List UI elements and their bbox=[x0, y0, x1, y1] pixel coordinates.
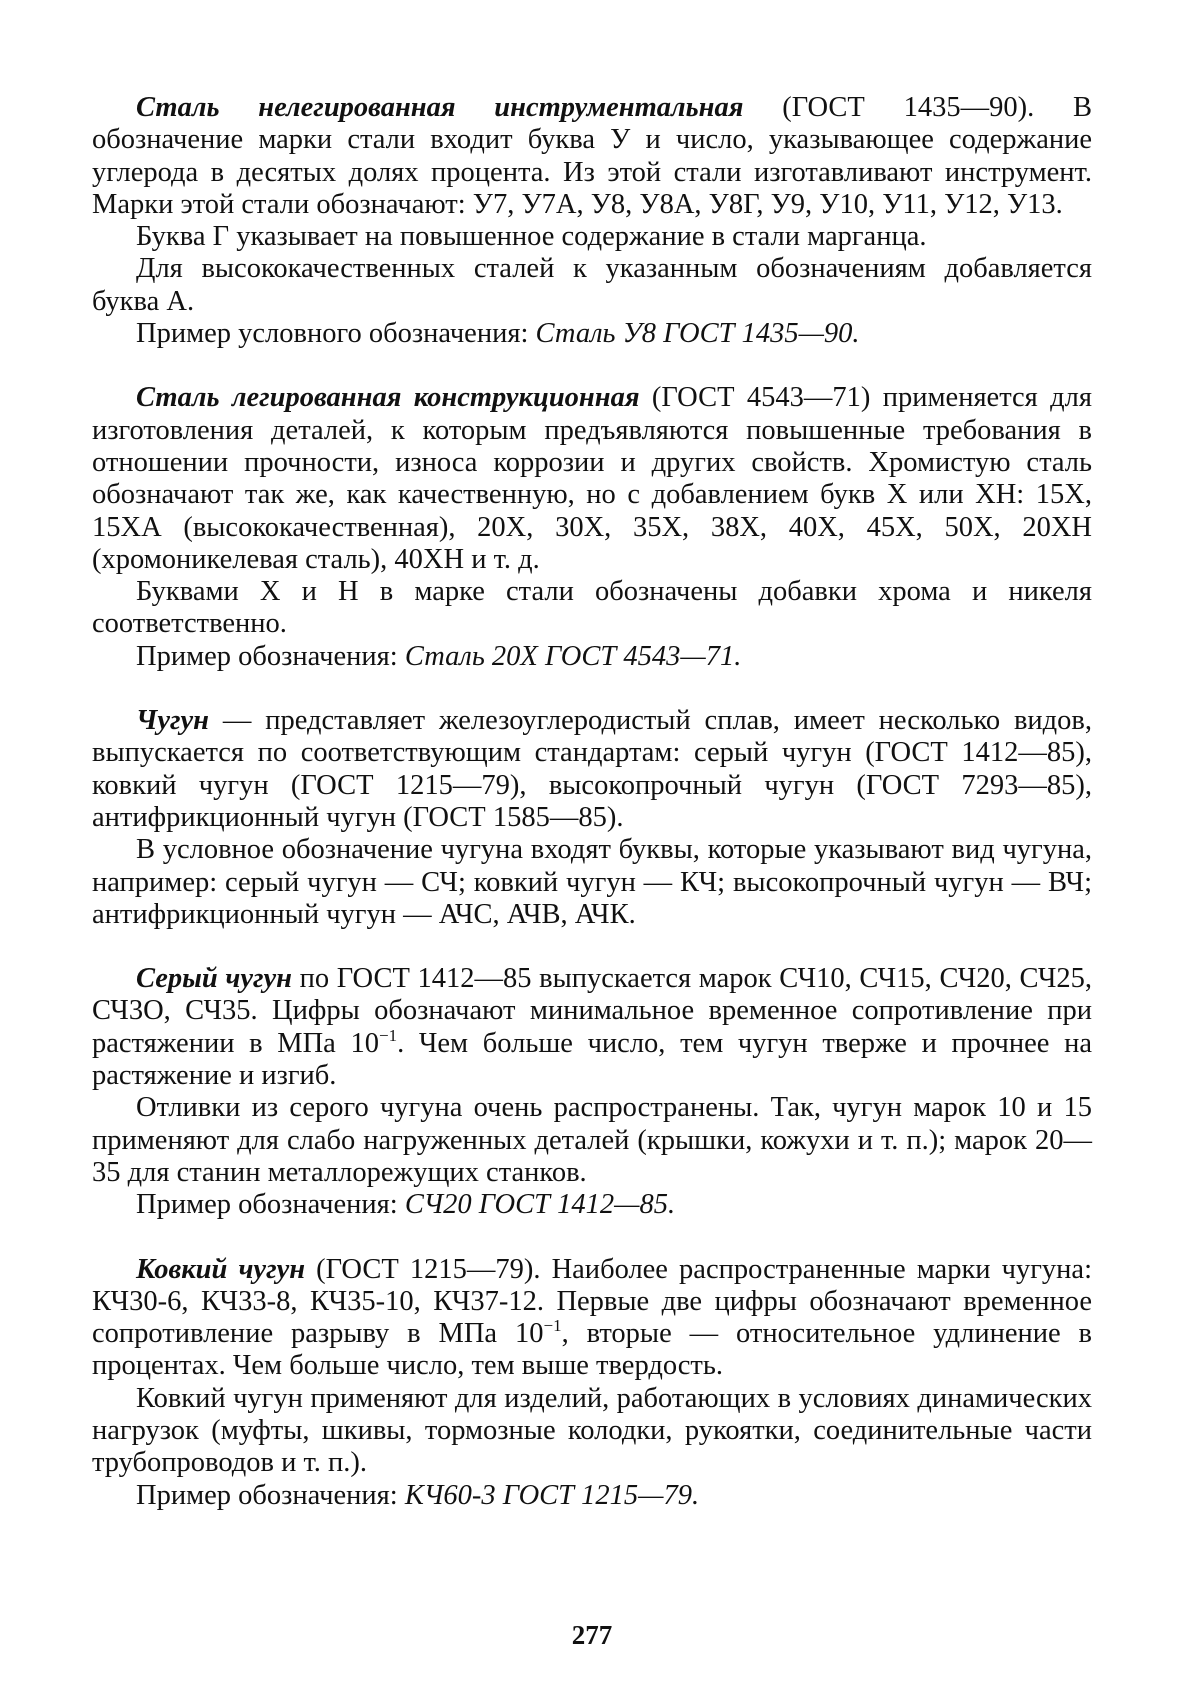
paragraph-text: (ГОСТ 1435—90). В обозначение марки стали входит буква У и число, указывающее содержание углерода в десятых долях процента. Из этой стали изготавливают инструмент. Марки этой стали обозначают: У7, У7А, У8, У8А, У8Г, У9, У10, У11, У12, У13. bbox=[92, 92, 1092, 220]
example-value: КЧ60-3 ГОСТ 1215—79. bbox=[404, 1479, 700, 1511]
term-nonalloy-tool-steel: Сталь нелегированная инструментальная bbox=[136, 92, 744, 123]
paragraph-letter-g: Буква Г указывает на повышенное содержание в стали марганца. bbox=[136, 221, 927, 253]
paragraph-alloy-steel bbox=[92, 382, 1092, 576]
paragraph-grey-iron-castings: Отливки из серого чугуна очень распространены. Так, чугун марок 10 и 15 применяют для слабо нагруженных деталей (крышки, кожухи и т. п.); марок 20—35 для станин металлорежущих станков. bbox=[92, 1092, 1092, 1188]
superscript-exponent: −1 bbox=[543, 1316, 562, 1336]
superscript-exponent: −1 bbox=[378, 1025, 398, 1045]
paragraph-text: по ГОСТ 1412—85 выпускается марок СЧ10, СЧ15, СЧ20, СЧ25, СЧ3О, СЧ35. Цифры обозначают минимальное временное сопротивление при растяжении в МПа 10 bbox=[92, 963, 1092, 1059]
paragraph-text: . Чем больше число, тем чугун тверже и прочнее на растяжение и изгиб. bbox=[92, 1027, 1092, 1092]
page-number: 277 bbox=[571, 1620, 613, 1650]
example-line bbox=[92, 318, 1092, 350]
section-spacer bbox=[92, 1222, 1092, 1254]
paragraph-text: — представляет железоуглеродистый сплав, имеет несколько видов, выпускается по соответствующим стандартам: серый чугун (ГОСТ 1412—85), ковкий чугун (ГОСТ 1215—79), высокопрочный чугун (ГОСТ 7293—85), антифрикционный чугун (ГОСТ 1585—85). bbox=[92, 705, 1092, 833]
example-label: Пример обозначения: bbox=[136, 640, 405, 672]
example-label: Пример условного обозначения: bbox=[136, 318, 536, 350]
section-spacer bbox=[92, 350, 1092, 382]
paragraph-text: (ГОСТ 4543—71) применяется для изготовления деталей, к которым предъявляются повышенные требования в отношении прочности, износа коррозии и других свойств. Хромистую сталь обозначают так же, как качественную, но с добавлением букв Х или ХН: 15Х, 15ХА (высококачественная), 20Х, 30Х, 35Х, 38Х, 40Х, 45Х, 50Х, 20ХН (хромоникелевая сталь), 40ХН и т. д. bbox=[92, 382, 1092, 575]
paragraph-text: , вторые — относительное удлинение в процентах. Чем больше число, тем выше твердость. bbox=[92, 1318, 1092, 1382]
example-value: Сталь У8 ГОСТ 1435—90. bbox=[535, 318, 860, 350]
example-line bbox=[92, 1189, 1092, 1221]
section-spacer bbox=[92, 931, 1092, 963]
example-value: СЧ20 ГОСТ 1412—85. bbox=[404, 1189, 676, 1221]
section-spacer bbox=[92, 673, 1092, 705]
example-value: Сталь 20Х ГОСТ 4543—71. bbox=[404, 640, 742, 672]
example-label: Пример обозначения: bbox=[136, 1189, 405, 1221]
paragraph-grey-cast-iron bbox=[92, 963, 1092, 1092]
document-page bbox=[92, 92, 1092, 1652]
example-line bbox=[92, 641, 1092, 673]
paragraph-malleable-cast-iron bbox=[92, 1254, 1092, 1383]
paragraph-text: (ГОСТ 1215—79). Наиболее распространенные марки чугуна: КЧ30-6, КЧ33-8, КЧ35-10, КЧ37-12. Первые две цифры обозначают временное сопротивление разрыву в МПа 10 bbox=[92, 1253, 1092, 1350]
paragraph-letter-a: Для высококачественных сталей к указанным обозначениям добавляется буква А. bbox=[92, 253, 1092, 317]
term-grey-cast-iron: Серый чугун bbox=[136, 963, 292, 995]
paragraph-malleable-iron-usage: Ковкий чугун применяют для изделий, работающих в условиях динамических нагрузок (муфты, шкивы, тормозные колодки, рукоятки, соединительные части трубопроводов и т. п.). bbox=[92, 1382, 1092, 1479]
term-cast-iron: Чугун bbox=[136, 705, 209, 737]
paragraph-letters-x-n: Буквами Х и Н в марке стали обозначены добавки хрома и никеля соответственно. bbox=[92, 576, 1092, 640]
paragraph-cast-iron bbox=[92, 705, 1092, 834]
example-label: Пример обозначения: bbox=[136, 1479, 405, 1511]
paragraph-nonalloy-steel bbox=[92, 92, 1092, 221]
example-line bbox=[92, 1480, 1092, 1512]
paragraph-cast-iron-designation: В условное обозначение чугуна входят буквы, которые указывают вид чугуна, например: серый чугун — СЧ; ковкий чугун — КЧ; высокопрочный чугун — ВЧ; антифрикционный чугун — АЧС, АЧВ, АЧК. bbox=[92, 834, 1092, 930]
term-alloy-structural-steel: Сталь легированная конструкционная bbox=[136, 382, 640, 414]
term-malleable-cast-iron: Ковкий чугун bbox=[136, 1253, 306, 1285]
